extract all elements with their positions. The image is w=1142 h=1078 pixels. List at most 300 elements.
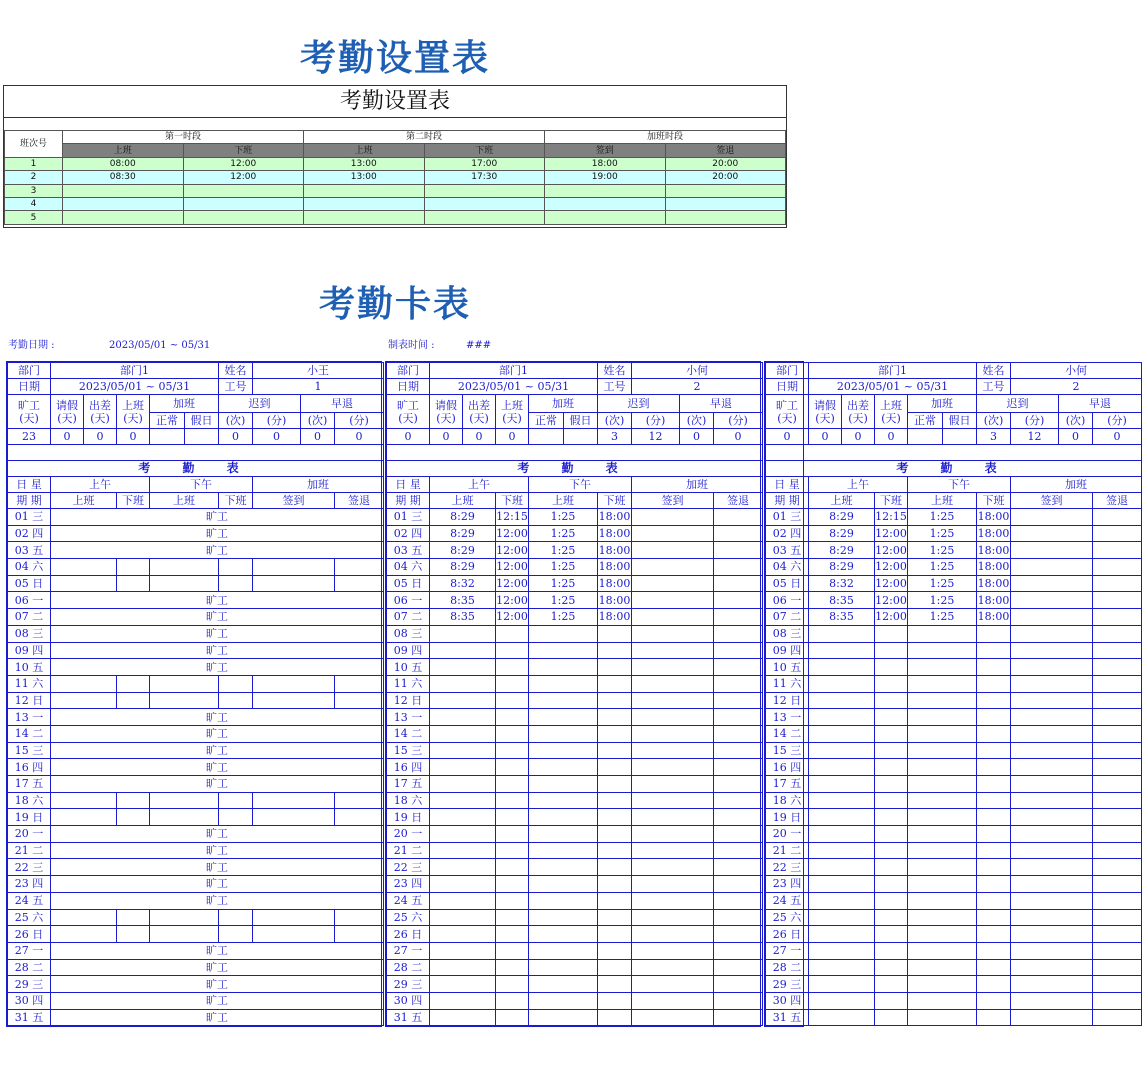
morning-on-cell <box>809 625 875 642</box>
name-value: 小何 <box>1011 363 1142 379</box>
afternoon-on-cell: 1:25 <box>908 559 977 576</box>
signin-header: 签到 <box>632 493 714 509</box>
morning-on-cell <box>430 692 496 709</box>
day-cell: 05 日 <box>766 575 809 592</box>
day-row <box>387 592 763 609</box>
morning-on-cell <box>430 659 496 676</box>
morning-on-cell <box>430 976 496 993</box>
morning-off-cell <box>496 942 529 959</box>
morning-off-cell <box>117 909 150 926</box>
signout-cell <box>1093 592 1142 609</box>
morning-on-cell <box>809 876 875 893</box>
time-cell[interactable] <box>545 211 666 224</box>
signin-cell <box>1011 675 1093 692</box>
time-cell[interactable] <box>183 211 304 224</box>
time-cell[interactable] <box>665 197 786 210</box>
morning-on-cell <box>430 959 496 976</box>
morning-off-cell <box>117 926 150 943</box>
afternoon-on-cell <box>908 776 977 793</box>
signin-cell <box>1011 509 1093 526</box>
absent-cell: 旷工 <box>51 725 384 742</box>
morning-on-cell <box>809 792 875 809</box>
day-cell: 02 四 <box>8 525 51 542</box>
stat-value: 0 <box>1059 429 1093 445</box>
afternoon-off-cell <box>977 642 1011 659</box>
blank-row <box>8 445 384 461</box>
signin-cell <box>253 675 335 692</box>
stat-value: 12 <box>632 429 680 445</box>
time-cell[interactable]: 13:00 <box>304 157 425 170</box>
minutes-header: (分) <box>1093 413 1142 429</box>
day-cell: 23 四 <box>387 876 430 893</box>
day-cell: 31 五 <box>8 1009 51 1026</box>
day-cell: 24 五 <box>387 892 430 909</box>
signout-cell <box>714 642 763 659</box>
signin-cell <box>632 709 714 726</box>
day-row <box>8 926 384 943</box>
morning-on-cell: 8:29 <box>430 525 496 542</box>
signout-cell <box>1093 909 1142 926</box>
settings-row <box>5 171 786 184</box>
day-row <box>766 642 1142 659</box>
afternoon-on-cell <box>150 792 219 809</box>
signin-cell <box>1011 625 1093 642</box>
day-row <box>8 859 384 876</box>
signin-cell <box>632 692 714 709</box>
signin-cell <box>253 809 335 826</box>
day-cell: 01 三 <box>387 509 430 526</box>
signin-cell <box>1011 1009 1093 1026</box>
morning-off-cell <box>875 859 908 876</box>
day-cell: 25 六 <box>766 909 809 926</box>
day-row <box>766 709 1142 726</box>
time-cell[interactable] <box>304 184 425 197</box>
day-row <box>766 892 1142 909</box>
time-cell[interactable]: 17:30 <box>424 171 545 184</box>
signin-cell <box>632 542 714 559</box>
day-cell: 30 四 <box>8 992 51 1009</box>
morning-on-cell: 8:32 <box>809 575 875 592</box>
morning-off-cell <box>875 625 908 642</box>
attendance-card <box>6 361 382 1027</box>
stat-value: 0 <box>430 429 463 445</box>
time-cell[interactable] <box>424 184 545 197</box>
group-header: 第二时段 <box>304 131 545 144</box>
morning-off-cell <box>117 809 150 826</box>
absent-cell: 旷工 <box>51 776 384 793</box>
signout-cell <box>714 725 763 742</box>
day-row <box>387 692 763 709</box>
morning-on-cell <box>51 792 117 809</box>
morning-off-cell: 12:00 <box>496 527 528 541</box>
time-cell[interactable] <box>183 184 304 197</box>
signin-header: 签到 <box>253 493 335 509</box>
afternoon-off-cell <box>598 625 632 642</box>
time-cell[interactable]: 18:00 <box>545 157 666 170</box>
signin-cell <box>1011 976 1093 993</box>
time-cell[interactable]: 12:00 <box>183 157 304 170</box>
morning-on-cell: 8:29 <box>809 559 875 576</box>
stat-value: 23 <box>8 429 51 445</box>
signout-cell <box>714 826 763 843</box>
morning-off-cell: 12:00 <box>496 593 528 607</box>
morning-on-cell <box>809 859 875 876</box>
afternoon-off-cell: 18:00 <box>977 560 1010 574</box>
shift-no-cell: 2 <box>5 171 63 184</box>
day-cell: 17 五 <box>8 776 51 793</box>
morning-on-cell <box>809 959 875 976</box>
stat-value: 0 <box>387 429 430 445</box>
signin-cell <box>632 659 714 676</box>
early-header: 早退 <box>1059 395 1142 413</box>
name-label: 姓名 <box>977 363 1011 379</box>
stat-value: 0 <box>301 429 335 445</box>
signout-cell <box>1093 859 1142 876</box>
time-cell[interactable]: 20:00 <box>665 157 786 170</box>
day-row <box>8 542 384 559</box>
afternoon-off-cell <box>598 859 632 876</box>
day-row <box>387 575 763 592</box>
day-row <box>387 559 763 576</box>
day-row <box>766 659 1142 676</box>
holiday-header: 假日 <box>185 413 219 429</box>
day-cell: 19 日 <box>766 809 809 826</box>
afternoon-on-cell: 1:25 <box>908 542 977 559</box>
times-header: (次) <box>977 413 1011 429</box>
emp-no-value: 2 <box>1011 379 1142 395</box>
signin-cell <box>1011 742 1093 759</box>
date-value: 2023/05/01 ~ 05/31 <box>430 379 598 395</box>
morning-off-cell <box>875 942 908 959</box>
time-cell[interactable]: 13:00 <box>304 171 425 184</box>
afternoon-off-cell <box>219 926 253 943</box>
stat-value: 0 <box>335 429 384 445</box>
afternoon-on-cell <box>529 1009 598 1026</box>
morning-on-cell <box>809 826 875 843</box>
day-cell: 19 日 <box>387 809 430 826</box>
day-cell: 27 一 <box>8 942 51 959</box>
signout-cell <box>714 892 763 909</box>
day-row <box>766 1009 1142 1026</box>
absent-header: 旷工 (天) <box>8 395 51 429</box>
day-cell: 29 三 <box>387 976 430 993</box>
morning-on-cell <box>51 675 117 692</box>
name-value: 小何 <box>632 363 763 379</box>
day-row <box>8 792 384 809</box>
settings-sheet <box>3 85 787 228</box>
morning-on-cell <box>430 776 496 793</box>
day-cell: 12 日 <box>766 692 809 709</box>
settings-row <box>5 211 786 224</box>
signout-cell <box>714 709 763 726</box>
name-label: 姓名 <box>219 363 253 379</box>
morning-off-cell <box>496 675 529 692</box>
absent-cell: 旷工 <box>51 525 384 542</box>
dept-value: 部门1 <box>430 363 598 379</box>
morning-header: 上午 <box>51 477 150 493</box>
day-row <box>766 809 1142 826</box>
morning-off-cell <box>875 992 908 1009</box>
morning-on-cell <box>809 842 875 859</box>
morning-off-cell <box>875 725 908 742</box>
afternoon-on-cell <box>908 742 977 759</box>
morning-off-cell <box>875 976 908 993</box>
morning-off-cell <box>117 692 150 709</box>
day-cell: 15 三 <box>766 742 809 759</box>
signin-cell <box>253 909 335 926</box>
absent-cell: 旷工 <box>51 992 384 1009</box>
day-row <box>8 525 384 542</box>
absent-cell: 旷工 <box>51 625 384 642</box>
day-cell: 14 二 <box>8 725 51 742</box>
afternoon-on-cell <box>908 642 977 659</box>
afternoon-header: 下午 <box>908 477 1011 493</box>
signout-cell <box>1093 709 1142 726</box>
minutes-header: (分) <box>253 413 301 429</box>
times-header: (次) <box>1059 413 1093 429</box>
day-cell: 06 一 <box>8 592 51 609</box>
signout-cell <box>714 525 763 542</box>
signout-cell <box>714 692 763 709</box>
card-table <box>386 362 763 1026</box>
afternoon-off-cell <box>219 809 253 826</box>
day-cell: 16 四 <box>766 759 809 776</box>
afternoon-off-cell <box>598 675 632 692</box>
day-row <box>387 742 763 759</box>
signin-cell <box>632 776 714 793</box>
signin-cell <box>1011 776 1093 793</box>
group-header: 第一时段 <box>63 131 304 144</box>
absent-cell: 旷工 <box>51 659 384 676</box>
absent-cell: 旷工 <box>51 1009 384 1026</box>
morning-off-cell <box>496 826 529 843</box>
signout-cell <box>714 976 763 993</box>
afternoon-on-cell <box>529 926 598 943</box>
signout-cell <box>1093 742 1142 759</box>
morning-on-cell <box>430 642 496 659</box>
afternoon-off-cell <box>598 792 632 809</box>
time-cell[interactable] <box>665 211 786 224</box>
afternoon-off-cell <box>977 992 1011 1009</box>
stat-value: 3 <box>598 429 632 445</box>
off-header: 下班 <box>977 493 1011 509</box>
afternoon-off-cell <box>977 675 1011 692</box>
afternoon-off-cell <box>219 792 253 809</box>
settings-page-title: 考勤设置表 <box>299 38 490 79</box>
day-row <box>766 759 1142 776</box>
day-cell: 03 五 <box>387 542 430 559</box>
afternoon-off-cell <box>977 826 1011 843</box>
trip-header: 出差 (天) <box>84 395 117 429</box>
morning-header: 上午 <box>430 477 529 493</box>
day-cell: 15 三 <box>387 742 430 759</box>
day-row <box>766 675 1142 692</box>
time-cell[interactable]: 20:00 <box>665 171 786 184</box>
afternoon-off-cell <box>977 1009 1011 1026</box>
time-cell[interactable]: 17:00 <box>424 157 545 170</box>
time-cell[interactable] <box>424 197 545 210</box>
afternoon-off-cell <box>977 625 1011 642</box>
day-cell: 20 一 <box>8 826 51 843</box>
dept-value: 部门1 <box>809 363 977 379</box>
time-cell[interactable] <box>304 197 425 210</box>
signin-cell <box>1011 892 1093 909</box>
stat-value: 0 <box>809 429 842 445</box>
day-cell: 21 二 <box>766 842 809 859</box>
afternoon-off-cell: 18:00 <box>977 577 1010 591</box>
date-label: 日期 <box>387 379 430 395</box>
day-cell: 10 五 <box>766 659 809 676</box>
card-table <box>765 362 1142 1026</box>
signout-cell <box>714 592 763 609</box>
signin-cell <box>253 692 335 709</box>
morning-off-cell <box>496 909 529 926</box>
on-header: 上班 <box>908 493 977 509</box>
morning-off-cell <box>875 959 908 976</box>
day-header-2: 期 期 <box>8 493 51 509</box>
stat-value <box>529 429 564 445</box>
afternoon-off-cell <box>977 709 1011 726</box>
dept-label: 部门 <box>387 363 430 379</box>
day-row <box>8 559 384 576</box>
day-row <box>387 725 763 742</box>
ot-header: 加班 <box>253 477 384 493</box>
afternoon-on-cell <box>908 892 977 909</box>
time-cell[interactable] <box>63 211 184 224</box>
stat-value: 0 <box>51 429 84 445</box>
morning-off-cell <box>875 642 908 659</box>
times-header: (次) <box>598 413 632 429</box>
morning-off-cell <box>496 692 529 709</box>
morning-off-cell <box>875 675 908 692</box>
afternoon-off-cell <box>977 792 1011 809</box>
morning-off-cell <box>117 559 150 576</box>
stat-value <box>564 429 598 445</box>
afternoon-on-cell <box>908 809 977 826</box>
day-row <box>387 976 763 993</box>
afternoon-off-cell: 18:00 <box>598 510 631 524</box>
afternoon-off-cell: 18:00 <box>977 527 1010 541</box>
time-cell[interactable]: 08:30 <box>63 171 184 184</box>
ot-header: 加班 <box>632 477 763 493</box>
afternoon-off-cell <box>598 892 632 909</box>
signout-cell <box>335 692 384 709</box>
day-row <box>8 642 384 659</box>
attendance-card-partial <box>764 361 1129 1027</box>
settings-row <box>5 157 786 170</box>
day-row <box>766 509 1142 526</box>
morning-off-cell: 12:00 <box>496 577 528 591</box>
shift-no-cell: 3 <box>5 184 63 197</box>
signout-cell <box>714 675 763 692</box>
day-header-2: 期 期 <box>766 493 809 509</box>
signout-cell <box>1093 776 1142 793</box>
time-cell[interactable] <box>545 184 666 197</box>
morning-on-cell <box>809 642 875 659</box>
afternoon-on-cell <box>908 942 977 959</box>
time-cell[interactable]: 19:00 <box>545 171 666 184</box>
afternoon-off-cell <box>977 692 1011 709</box>
signin-cell <box>632 642 714 659</box>
time-cell[interactable]: 08:00 <box>63 157 184 170</box>
afternoon-on-cell: 1:25 <box>908 525 977 542</box>
made-value: ### <box>466 340 492 351</box>
signin-cell <box>1011 926 1093 943</box>
time-cell[interactable] <box>183 197 304 210</box>
shift-no-header: 班次号 <box>5 131 63 158</box>
time-cell[interactable] <box>304 211 425 224</box>
time-cell[interactable] <box>63 184 184 197</box>
morning-off-cell <box>496 725 529 742</box>
afternoon-on-cell: 1:25 <box>908 609 977 626</box>
signin-cell <box>1011 909 1093 926</box>
afternoon-off-cell <box>598 992 632 1009</box>
leave-header: 请假 (天) <box>51 395 84 429</box>
day-cell: 27 一 <box>387 942 430 959</box>
morning-off-cell <box>496 809 529 826</box>
made-label: 制表时间 : <box>388 340 435 351</box>
afternoon-on-cell <box>908 675 977 692</box>
morning-off-cell <box>117 675 150 692</box>
late-header: 迟到 <box>598 395 680 413</box>
day-cell: 11 六 <box>766 675 809 692</box>
absent-cell: 旷工 <box>51 976 384 993</box>
afternoon-on-cell <box>908 1009 977 1026</box>
stat-value: 0 <box>117 429 150 445</box>
signin-cell <box>632 725 714 742</box>
minutes-header: (分) <box>1011 413 1059 429</box>
afternoon-off-cell <box>977 926 1011 943</box>
emp-no-value: 2 <box>632 379 763 395</box>
afternoon-off-cell <box>219 692 253 709</box>
signout-cell <box>335 909 384 926</box>
signin-cell <box>1011 725 1093 742</box>
morning-off-cell <box>496 1009 529 1026</box>
day-row <box>766 792 1142 809</box>
time-cell[interactable]: 12:00 <box>183 171 304 184</box>
signin-cell <box>632 1009 714 1026</box>
workday-header: 上班 (天) <box>117 395 150 429</box>
day-cell: 13 一 <box>387 709 430 726</box>
signout-header: 签退 <box>1093 493 1142 509</box>
morning-off-cell <box>875 926 908 943</box>
afternoon-off-cell: 18:00 <box>598 610 631 624</box>
signin-cell <box>1011 859 1093 876</box>
time-cell[interactable] <box>545 197 666 210</box>
morning-on-cell <box>51 692 117 709</box>
day-row <box>8 776 384 793</box>
afternoon-off-cell <box>598 942 632 959</box>
morning-off-cell <box>875 659 908 676</box>
signin-cell <box>1011 959 1093 976</box>
time-cell[interactable] <box>665 184 786 197</box>
afternoon-on-cell <box>529 959 598 976</box>
morning-on-cell: 8:29 <box>430 559 496 576</box>
afternoon-off-cell: 18:00 <box>598 560 631 574</box>
signout-cell <box>714 876 763 893</box>
day-cell: 25 六 <box>387 909 430 926</box>
time-cell[interactable] <box>63 197 184 210</box>
morning-on-cell <box>809 742 875 759</box>
time-cell[interactable] <box>424 211 545 224</box>
normal-header: 正常 <box>529 413 564 429</box>
signin-cell <box>1011 942 1093 959</box>
signin-cell <box>632 976 714 993</box>
signout-cell <box>1093 675 1142 692</box>
day-cell: 04 六 <box>766 559 809 576</box>
times-header: (次) <box>301 413 335 429</box>
signin-cell <box>632 625 714 642</box>
